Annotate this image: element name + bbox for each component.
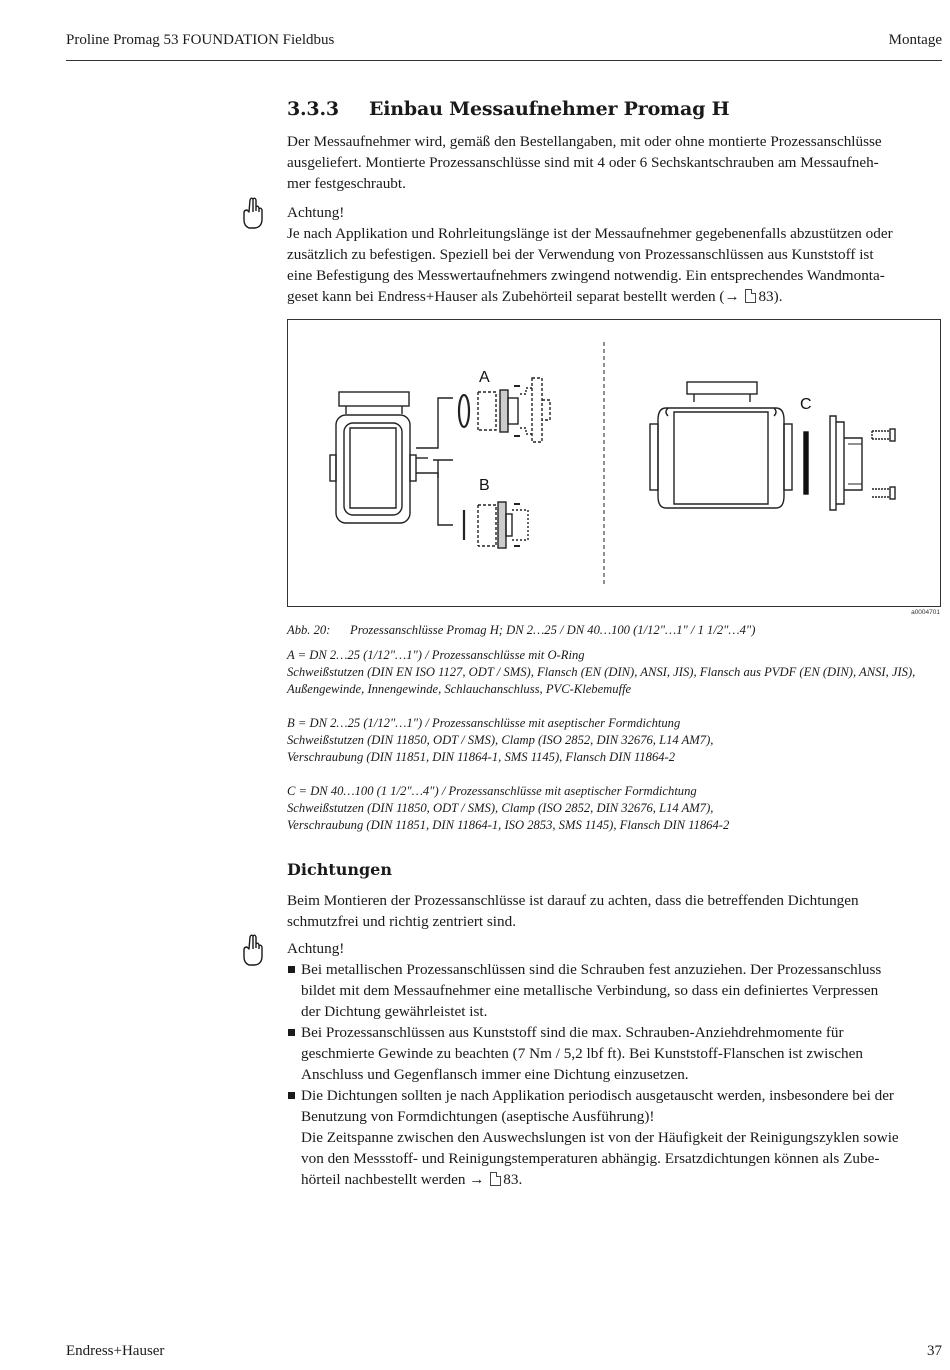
sensor-small-drawing <box>330 392 453 525</box>
warning-label: Achtung! <box>287 204 345 221</box>
list-item-line: Die Dichtungen sollten je nach Applikation periodisch ausgetauscht werden, insbesondere bei der <box>301 1087 894 1104</box>
legend-line: Schweißstutzen (DIN EN ISO 1127, ODT / SMS), Flansch (EN (DIN), ANSI, JIS), Flansch aus PVDF (EN (DIN), ANSI, JIS), <box>287 665 916 679</box>
page-reference: 83. <box>503 1171 523 1188</box>
running-header-chapter: Montage <box>888 32 942 48</box>
section-title: Einbau Messaufnehmer Promag H <box>369 98 730 120</box>
list-item-line: Benutzung von Formdichtungen (aseptische Ausführung)! <box>301 1108 655 1125</box>
legend-c <box>287 783 947 834</box>
pointing-hand-icon <box>240 933 266 967</box>
legend-line: Außengewinde, Innengewinde, Schlauchanschluss, PVC-Klebemuffe <box>287 682 632 696</box>
list-item-line: Bei Prozessanschlüssen aus Kunststoff sind die max. Schrauben-Anziehdrehmomente für <box>301 1024 844 1041</box>
legend-heading: C = DN 40…100 (1 1/2"…4") / Prozessanschlüsse mit aseptischer Formdichtung <box>287 784 697 798</box>
list-item-line: Bei metallischen Prozessanschlüssen sind die Schrauben fest anzuziehen. Der Prozessanschluss <box>301 961 882 978</box>
figure-id: a0004701 <box>911 609 940 616</box>
list-item <box>287 1022 943 1085</box>
figure-label-b: B <box>479 477 490 494</box>
section-number: 3.3.3 <box>287 98 339 120</box>
caption-number: Abb. 20: <box>287 623 331 637</box>
sensor-large-drawing <box>650 382 792 508</box>
subsection-heading: Dichtungen <box>287 860 392 879</box>
list-item-line: Die Zeitspanne zwischen den Auswechslungen ist von der Häufigkeit der Reinigungszyklen sowie <box>301 1129 899 1146</box>
list-item-line: geschmierte Gewinde zu beachten (7 Nm / 5,2 lbf ft). Bei Kunststoff-Flanschen ist zwischen <box>301 1045 863 1062</box>
warning-block-1 <box>287 202 943 307</box>
list-item-line: bildet mit dem Messaufnehmer eine metallische Verbindung, so dass ein definiertes Verpressen <box>301 982 879 999</box>
list-item-line: von den Messstoff- und Reinigungstemperaturen abhängig. Ersatzdichtungen können als Zube- <box>301 1150 880 1167</box>
seals-intro-line: schmutzfrei und richtig zentriert sind. <box>287 913 517 930</box>
legend-b <box>287 715 947 766</box>
warning-block-2 <box>287 938 943 1190</box>
connection-b-drawing <box>464 502 528 548</box>
warning-line <box>287 286 943 307</box>
intro-line: ausgeliefert. Montierte Prozessanschlüsse sind mit 4 oder 6 Sechskantschrauben am Messaufneh- <box>287 154 879 171</box>
running-header-title: Proline Promag 53 FOUNDATION Fieldbus <box>66 32 335 48</box>
connection-c-drawing <box>804 416 895 510</box>
legend-a <box>287 647 947 698</box>
intro-line: Der Messaufnehmer wird, gemäß den Bestellangaben, mit oder ohne montierte Prozessanschlüsse <box>287 133 882 150</box>
page-number: 37 <box>927 1343 942 1359</box>
page-reference-icon <box>745 289 756 303</box>
list-item-text: hörteil nachbestellt werden → <box>301 1171 485 1188</box>
list-item-line: der Dichtung gewährleistet ist. <box>301 1003 488 1020</box>
warning-line-text: geset kann bei Endress+Hauser als Zubehörteil separat bestellt werden (→ <box>287 288 740 305</box>
warning-line: zusätzlich zu befestigen. Speziell bei der Verwendung von Prozessanschlüssen aus Kunststoff ist <box>287 246 874 263</box>
list-item <box>287 959 943 1022</box>
legend-heading: B = DN 2…25 (1/12"…1") / Prozessanschlüsse mit aseptischer Formdichtung <box>287 716 681 730</box>
header-rule <box>66 60 942 61</box>
warning-label: Achtung! <box>287 940 345 957</box>
list-item-line <box>301 1169 943 1190</box>
legend-heading: A = DN 2…25 (1/12"…1") / Prozessanschlüsse mit O-Ring <box>287 648 585 662</box>
figure-label-c: C <box>800 396 812 413</box>
list-item-line: Anschluss und Gegenflansch immer eine Dichtung einzusetzen. <box>301 1066 689 1083</box>
caption-text: Prozessanschlüsse Promag H; DN 2…25 / DN 40…100 (1/12"…1" / 1 1/2"…4") <box>350 623 756 637</box>
page-reference: 83). <box>758 288 783 305</box>
seals-intro-line: Beim Montieren der Prozessanschlüsse ist darauf zu achten, dass die betreffenden Dichtungen <box>287 892 859 909</box>
connection-a-drawing <box>459 378 550 442</box>
legend-line: Verschraubung (DIN 11851, DIN 11864-1, SMS 1145), Flansch DIN 11864-2 <box>287 750 676 764</box>
pointing-hand-icon <box>240 196 266 230</box>
intro-line: mer festgeschraubt. <box>287 175 406 192</box>
footer-company: Endress+Hauser <box>66 1343 165 1359</box>
legend-line: Schweißstutzen (DIN 11850, ODT / SMS), Clamp (ISO 2852, DIN 32676, L14 AM7), <box>287 733 714 747</box>
figure-process-connections <box>287 319 941 607</box>
list-item <box>287 1085 943 1190</box>
section-heading <box>287 98 729 120</box>
intro-paragraph <box>287 131 943 194</box>
legend-line: Schweißstutzen (DIN 11850, ODT / SMS), Clamp (ISO 2852, DIN 32676, L14 AM7), <box>287 801 714 815</box>
figure-label-a: A <box>479 369 490 386</box>
seals-intro <box>287 890 943 932</box>
page-reference-icon <box>490 1172 501 1186</box>
warning-bullet-list <box>287 959 943 1190</box>
warning-line: Je nach Applikation und Rohrleitungslänge ist der Messaufnehmer gegebenenfalls abzustützen oder <box>287 225 893 242</box>
legend-line: Verschraubung (DIN 11851, DIN 11864-1, ISO 2853, SMS 1145), Flansch DIN 11864-2 <box>287 818 730 832</box>
warning-line: eine Befestigung des Messwertaufnehmers zwingend notwendig. Ein entsprechendes Wandmonta- <box>287 267 885 284</box>
figure-caption <box>287 622 947 639</box>
technical-drawing <box>288 320 940 606</box>
